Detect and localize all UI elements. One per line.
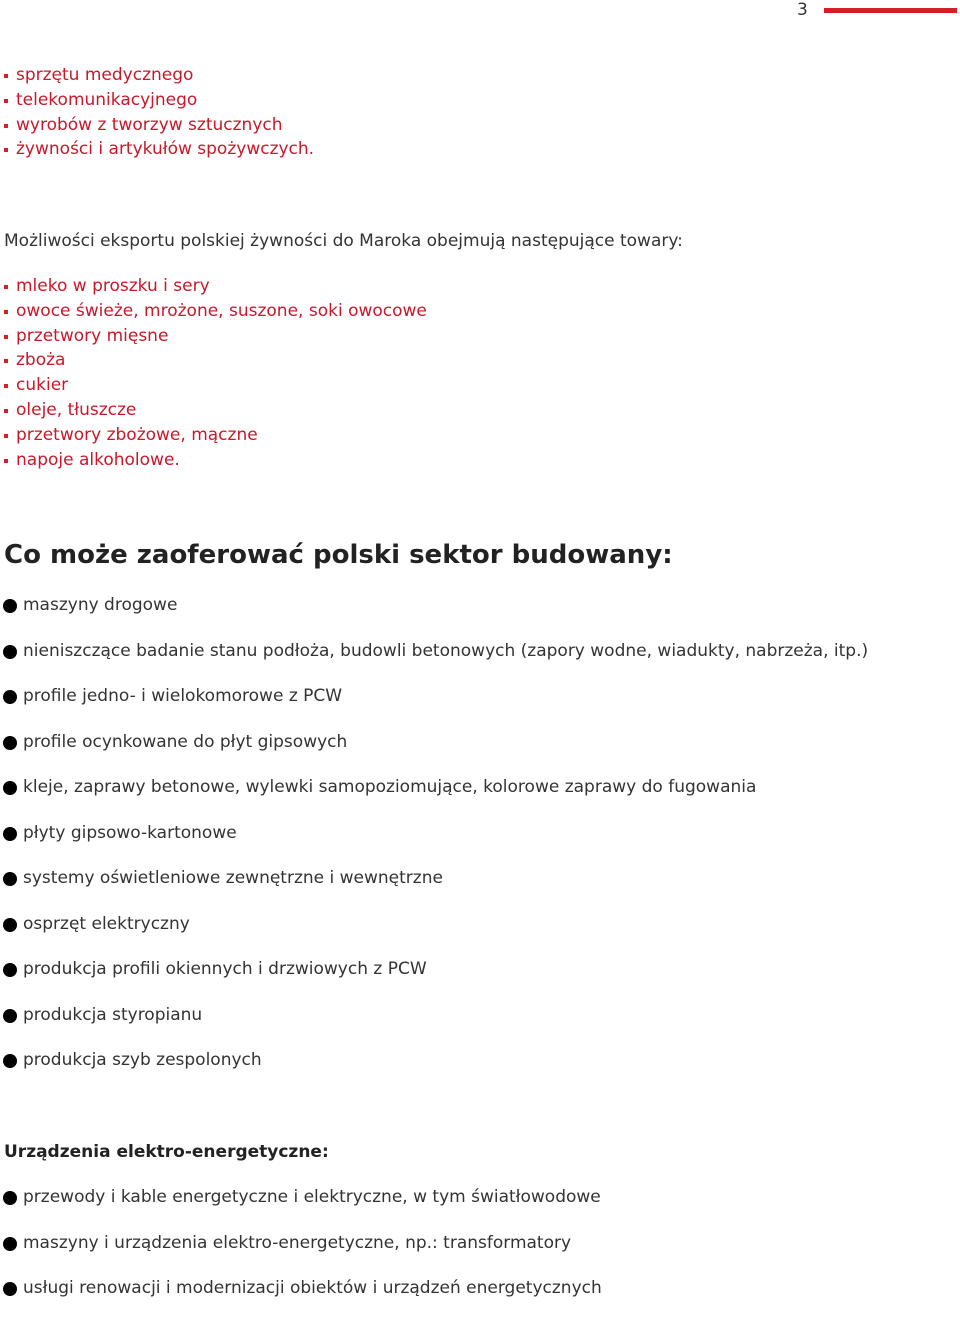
square-bullet-icon [4,74,8,78]
list-item-text: cukier [16,375,69,396]
round-bullet-icon [3,963,17,977]
list-item [0,1232,602,1278]
list-item-text: profile ocynkowane do płyt gipsowych [23,731,348,752]
list-item [0,137,314,162]
square-bullet-icon [4,310,8,314]
list-item-text: przewody i kable energetyczne i elektryczne, w tym światłowodowe [23,1187,601,1207]
list-item [0,731,868,777]
construction-offer-list [0,594,868,1095]
round-bullet-icon [3,1237,17,1251]
square-bullet-icon [4,124,8,128]
square-bullet-icon [4,409,8,413]
list-item-text: maszyny i urządzenia elektro-energetyczne, np.: transformatory [23,1232,572,1253]
round-bullet-icon [3,918,17,932]
round-bullet-icon [3,1009,17,1023]
square-bullet-icon [4,285,8,289]
list-item [0,913,868,959]
list-item [0,1277,602,1323]
list-item-text: płyty gipsowo-kartonowe [23,822,237,843]
list-item-text: owoce świeże, mrożone, suszone, soki owocowe [16,300,427,321]
round-bullet-icon [3,1191,17,1205]
square-bullet-icon [4,459,8,463]
list-item [0,373,427,398]
food-export-intro: Możliwości eksportu polskiej żywności do Maroka obejmują następujące towary: [4,231,683,251]
construction-sector-heading: Co może zaoferować polski sektor budowany: [4,540,673,570]
list-item-text: nieniszczące badanie stanu podłoża, budowli betonowych (zapory wodne, wiadukty, nabrzeża, itp.) [23,640,869,661]
round-bullet-icon [3,781,17,795]
list-item-text: zboża [16,350,66,371]
list-item-text: przetwory mięsne [16,325,169,346]
food-export-list [0,274,427,472]
energy-equipment-list [0,1186,602,1323]
list-item [0,423,427,448]
round-bullet-icon [3,827,17,841]
energy-equipment-heading: Urządzenia elektro-energetyczne: [4,1142,329,1162]
square-bullet-icon [4,384,8,388]
list-item-text: wyrobów z tworzyw sztucznych [16,114,283,135]
square-bullet-icon [4,434,8,438]
list-item [0,1004,868,1050]
list-item-text: kleje, zaprawy betonowe, wylewki samopoziomujące, kolorowe zaprawy do fugowania [23,777,757,797]
top-product-list [0,63,314,162]
list-item-text: produkcja szyb zespolonych [23,1050,262,1070]
list-item [0,113,314,138]
list-item [0,63,314,88]
list-item-text: systemy oświetleniowe zewnętrzne i wewnętrzne [23,868,443,888]
list-item [0,88,314,113]
list-item [0,685,868,731]
list-item [0,822,868,868]
square-bullet-icon [4,335,8,339]
list-item-text: sprzętu medycznego [16,65,194,85]
list-item [0,776,868,822]
list-item-text: napoje alkoholowe. [16,449,180,470]
list-item-text: żywności i artykułów spożywczych. [16,139,315,160]
list-item [0,1049,868,1095]
list-item-text: profile jedno- i wielokomorowe z PCW [23,686,343,706]
list-item [0,274,427,299]
list-item-text: usługi renowacji i modernizacji obiektów i urządzeń energetycznych [23,1278,602,1298]
round-bullet-icon [3,599,17,613]
list-item-text: produkcja styropianu [23,1004,203,1025]
list-item-text: maszyny drogowe [23,595,178,615]
round-bullet-icon [3,690,17,704]
list-item [0,594,868,640]
list-item-text: oleje, tłuszcze [16,399,137,420]
square-bullet-icon [4,99,8,103]
list-item [0,640,868,686]
round-bullet-icon [3,736,17,750]
list-item [0,448,427,473]
list-item [0,958,868,1004]
list-item-text: przetwory zbożowe, mączne [16,424,258,445]
round-bullet-icon [3,645,17,659]
header-accent-bar [824,8,957,13]
list-item [0,324,427,349]
list-item [0,398,427,423]
round-bullet-icon [3,872,17,886]
square-bullet-icon [4,148,8,152]
list-item-text: telekomunikacyjnego [16,89,198,110]
list-item-text: osprzęt elektryczny [23,913,190,934]
list-item-text: produkcja profili okiennych i drzwiowych z PCW [23,959,427,979]
list-item [0,299,427,324]
square-bullet-icon [4,359,8,363]
round-bullet-icon [3,1282,17,1296]
list-item [0,867,868,913]
list-item-text: mleko w proszku i sery [16,276,210,296]
page-number: 3 [797,0,808,20]
round-bullet-icon [3,1054,17,1068]
list-item [0,348,427,373]
list-item [0,1186,602,1232]
